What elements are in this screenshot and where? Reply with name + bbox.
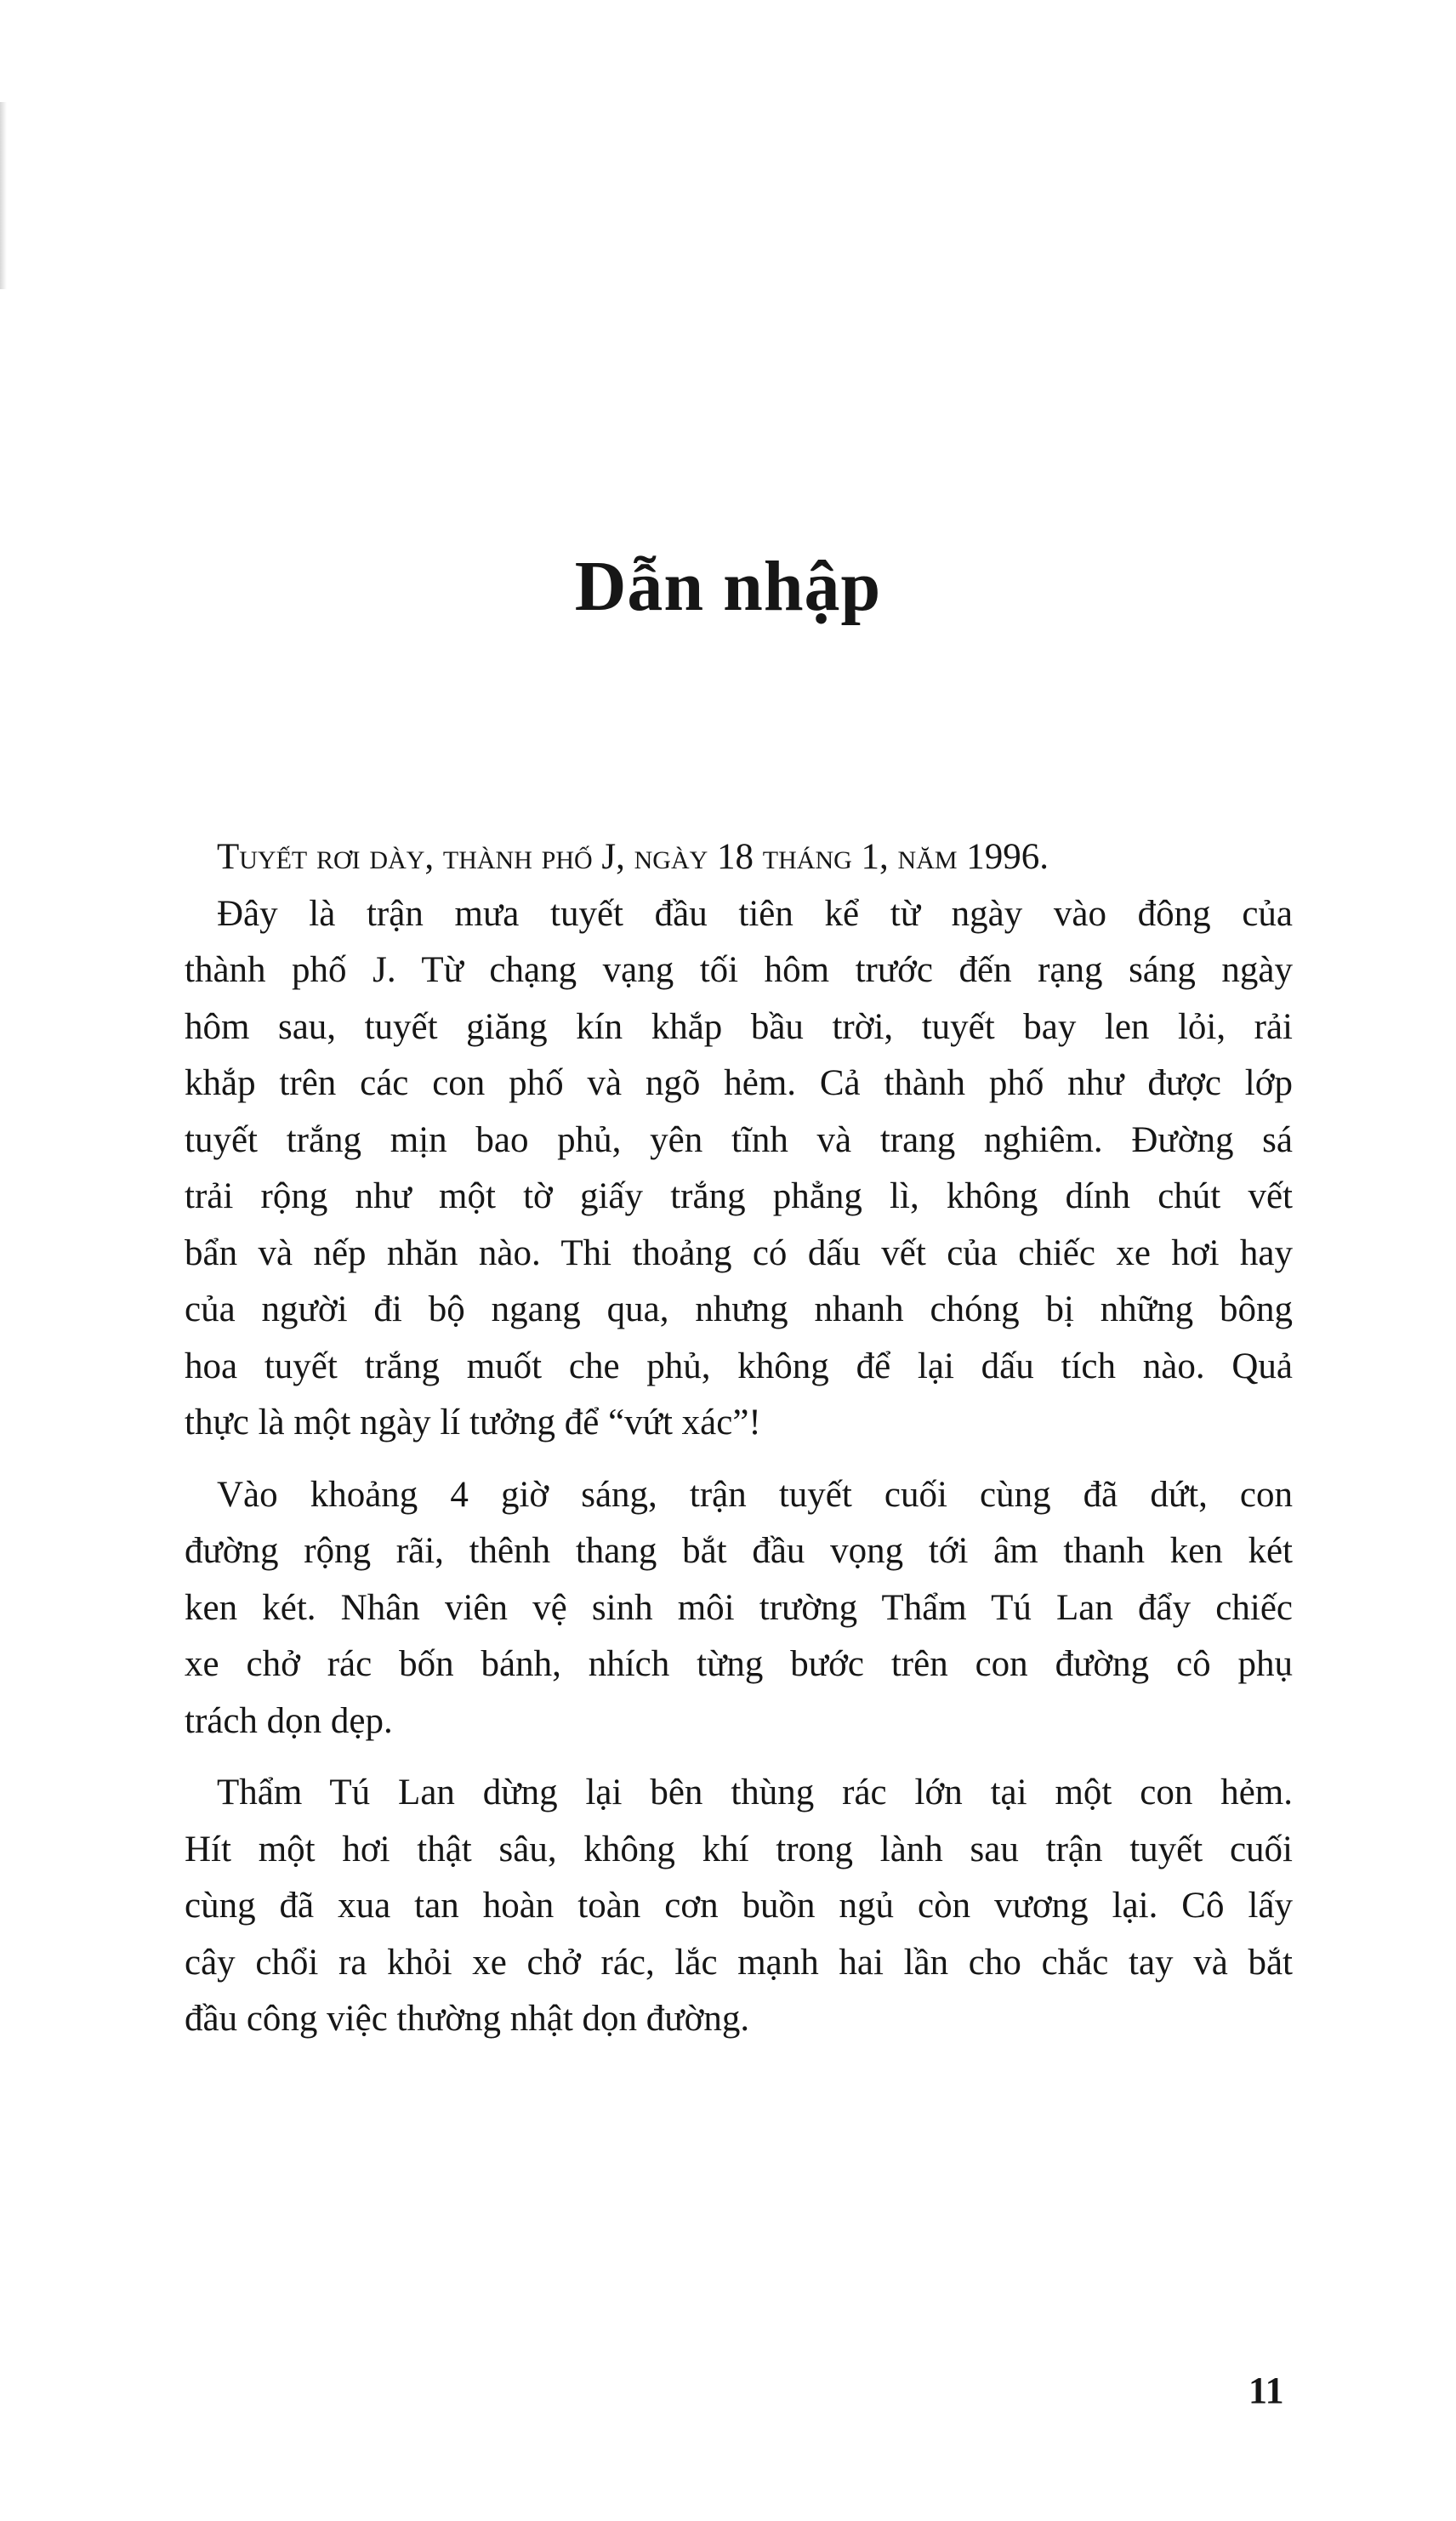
- paragraph: [185, 1467, 1293, 1750]
- dateline-paragraph: [185, 829, 1293, 886]
- paragraph: [185, 886, 1293, 1452]
- page-number: 11: [1248, 2370, 1284, 2411]
- text-line: trải rộng như một tờ giấy trắng phẳng lì, không dính chút vết: [185, 1176, 1293, 1216]
- text-line: hôm sau, tuyết giăng kín khắp bầu trời, tuyết bay len lỏi, rải: [185, 1006, 1293, 1047]
- text-line: tuyết trắng mịn bao phủ, yên tĩnh và trang nghiêm. Đường sá: [185, 1119, 1293, 1160]
- text-line: Đây là trận mưa tuyết đầu tiên kể từ ngày vào đông của: [217, 893, 1293, 934]
- chapter-body: [185, 829, 1293, 2063]
- paragraph: [185, 1765, 1293, 2048]
- text-line: trách dọn dẹp.: [185, 1700, 393, 1741]
- paragraphs: [185, 886, 1293, 2048]
- text-line: đường rộng rãi, thênh thang bắt đầu vọng tới âm thanh ken két: [185, 1531, 1293, 1571]
- text-line: cùng đã xua tan hoàn toàn cơn buồn ngủ còn vương lại. Cô lấy: [185, 1886, 1293, 1926]
- text-line: ken két. Nhân viên vệ sinh môi trường Thẩm Tú Lan đẩy chiếc: [185, 1587, 1293, 1628]
- dateline: Tuyết rơi dày, thành phố J, ngày 18 tháng 1, năm 1996.: [217, 837, 1049, 877]
- text-line: Vào khoảng 4 giờ sáng, trận tuyết cuối cùng đã dứt, con: [217, 1474, 1293, 1515]
- chapter-title: Dẫn nhập: [574, 547, 882, 627]
- text-line: của người đi bộ ngang qua, nhưng nhanh chóng bị những bông: [185, 1289, 1293, 1329]
- text-line: Thẩm Tú Lan dừng lại bên thùng rác lớn tại một con hẻm.: [217, 1773, 1293, 1813]
- text-line: xe chở rác bốn bánh, nhích từng bước trên con đường cô phụ: [185, 1644, 1293, 1684]
- text-line: bẩn và nếp nhăn nào. Thi thoảng có dấu vết của chiếc xe hơi hay: [185, 1232, 1293, 1273]
- text-line: thành phố J. Từ chạng vạng tối hôm trước đến rạng sáng ngày: [185, 950, 1293, 990]
- text-line: khắp trên các con phố và ngõ hẻm. Cả thành phố như được lớp: [185, 1063, 1293, 1103]
- text-line: cây chổi ra khỏi xe chở rác, lắc mạnh hai lần cho chắc tay và bắt: [185, 1942, 1293, 1983]
- text-line: thực là một ngày lí tưởng để “vứt xác”!: [185, 1403, 761, 1443]
- text-line: Hít một hơi thật sâu, không khí trong lành sau trận tuyết cuối: [185, 1829, 1293, 1869]
- text-line: đầu công việc thường nhật dọn đường.: [185, 1999, 750, 2039]
- page-edge-shadow: [0, 102, 7, 289]
- text-line: hoa tuyết trắng muốt che phủ, không để lại dấu tích nào. Quả: [185, 1346, 1293, 1386]
